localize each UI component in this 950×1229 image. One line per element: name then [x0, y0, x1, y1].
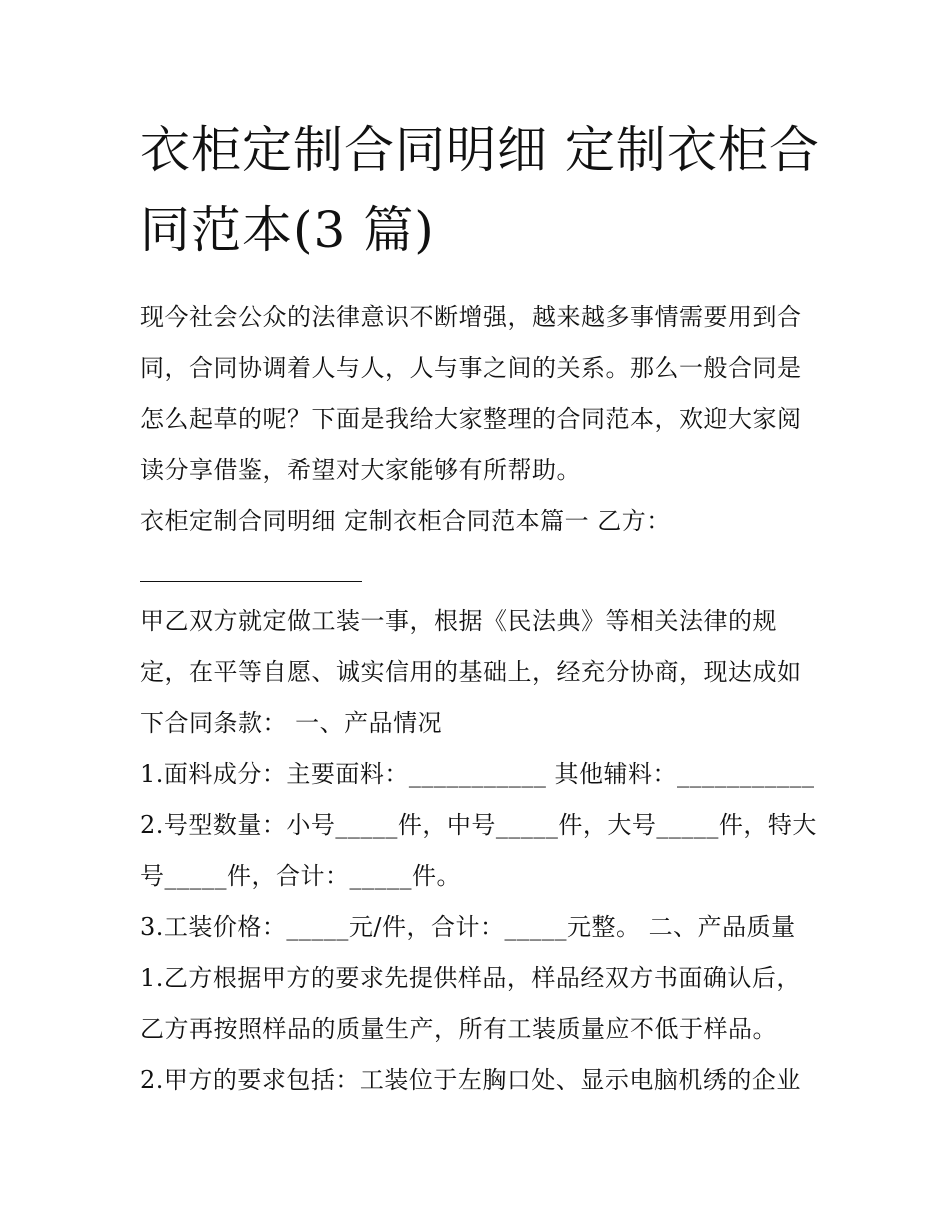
- quality-clause-1: 1.乙方根据甲方的要求先提供样品，样品经双方书面确认后，乙方再按照样品的质量生产，所有工装质量应不低于样品。: [140, 964, 801, 1043]
- signature-blank-line: [140, 581, 362, 582]
- item-3: 3.工装价格：_____元/件，合计：_____元整。 二、产品质量: [140, 913, 796, 941]
- item-2: 2.号型数量：小号_____件，中号_____件，大号_____件，特大号_____件，合计：_____件。: [140, 811, 817, 890]
- document-content: [140, 110, 820, 1106]
- intro-paragraph: 现今社会公众的法律意识不断增强，越来越多事情需要用到合同，合同协调着人与人，人与事之间的关系。那么一般合同是怎么起草的呢？下面是我给大家整理的合同范本，欢迎大家阅读分享借鉴，希望对大家能够有所帮助。: [140, 303, 802, 484]
- title-line-1: 衣柜定制合同明细 定制衣柜合: [140, 121, 820, 179]
- title-line-2: 同范本(3 篇): [140, 201, 435, 259]
- quality-clause-2: 2.甲方的要求包括：工装位于左胸口处、显示电脑机绣的企业: [140, 1066, 801, 1094]
- document-title: [140, 110, 820, 270]
- section-heading: 衣柜定制合同明细 定制衣柜合同范本篇一 乙方：: [140, 507, 671, 535]
- body-paragraph: 甲乙双方就定做工装一事，根据《民法典》等相关法律的规定，在平等自愿、诚实信用的基础上，经充分协商，现达成如下合同条款： 一、产品情况: [140, 607, 802, 737]
- item-1: 1.面料成分：主要面料：___________ 其他辅料：___________: [140, 760, 815, 788]
